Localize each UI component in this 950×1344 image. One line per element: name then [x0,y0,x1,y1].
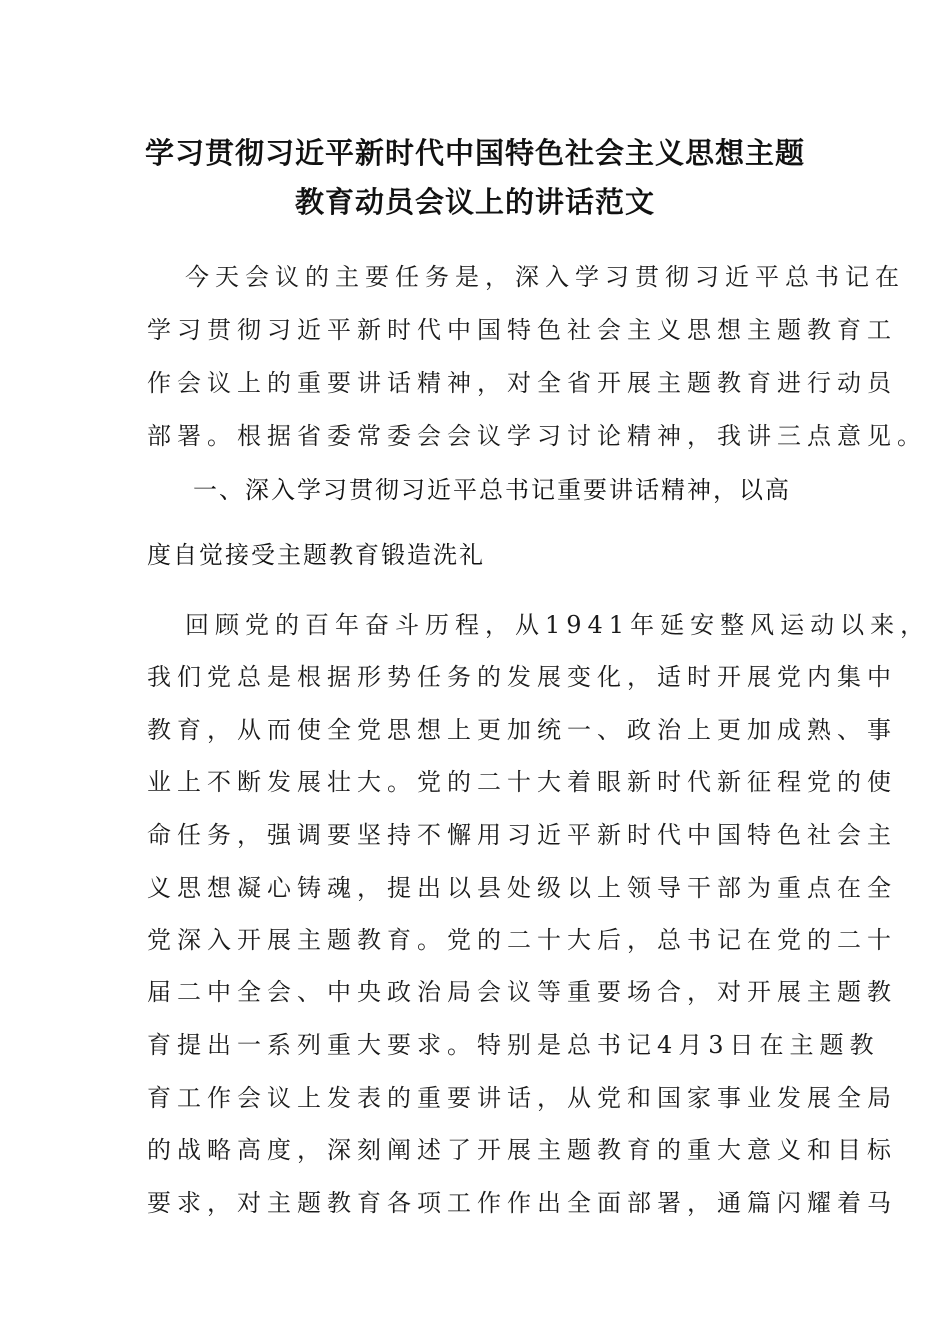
paragraph-line: 义思想凝心铸魂，提出以县处级以上领导干部为重点在全 [147,874,897,902]
paragraph-line: 我们党总是根据形势任务的发展变化，适时开展党内集中 [147,663,897,691]
section-heading-line-2: 度自觉接受主题教育锻造洗礼 [147,541,485,569]
paragraph-line: 育提出一系列重大要求。特别是总书记4月3日在主题教 [147,1031,880,1059]
paragraph-line: 部署。根据省委常委会会议学习讨论精神，我讲三点意见。 [147,422,927,450]
document-title-line-2: 教育动员会议上的讲话范文 [294,185,655,219]
paragraph-line: 党深入开展主题教育。党的二十大后，总书记在党的二十 [147,926,897,954]
paragraph-line: 学习贯彻习近平新时代中国特色社会主义思想主题教育工 [147,316,897,344]
paragraph-line: 教育，从而使全党思想上更加统一、政治上更加成熟、事 [147,716,897,744]
paragraph-line: 的战略高度，深刻阐述了开展主题教育的重大意义和目标 [147,1136,897,1164]
paragraph-line: 今天会议的主要任务是，深入学习贯彻习近平总书记在 [185,263,905,291]
section-heading-line-1: 一、深入学习贯彻习近平总书记重要讲话精神，以高 [193,476,791,504]
document-title-line-1: 学习贯彻习近平新时代中国特色社会主义思想主题 [144,136,805,170]
paragraph-line: 要求，对主题教育各项工作作出全面部署，通篇闪耀着马 [147,1189,897,1217]
paragraph-line: 作会议上的重要讲话精神，对全省开展主题教育进行动员 [147,369,897,397]
paragraph-line: 育工作会议上发表的重要讲话，从党和国家事业发展全局 [147,1084,897,1112]
paragraph-line: 命任务，强调要坚持不懈用习近平新时代中国特色社会主 [147,821,897,849]
paragraph-line: 回顾党的百年奋斗历程，从1941年延安整风运动以来， [185,611,931,639]
paragraph-line: 业上不断发展壮大。党的二十大着眼新时代新征程党的使 [147,768,897,796]
paragraph-line: 届二中全会、中央政治局会议等重要场合，对开展主题教 [147,978,897,1006]
